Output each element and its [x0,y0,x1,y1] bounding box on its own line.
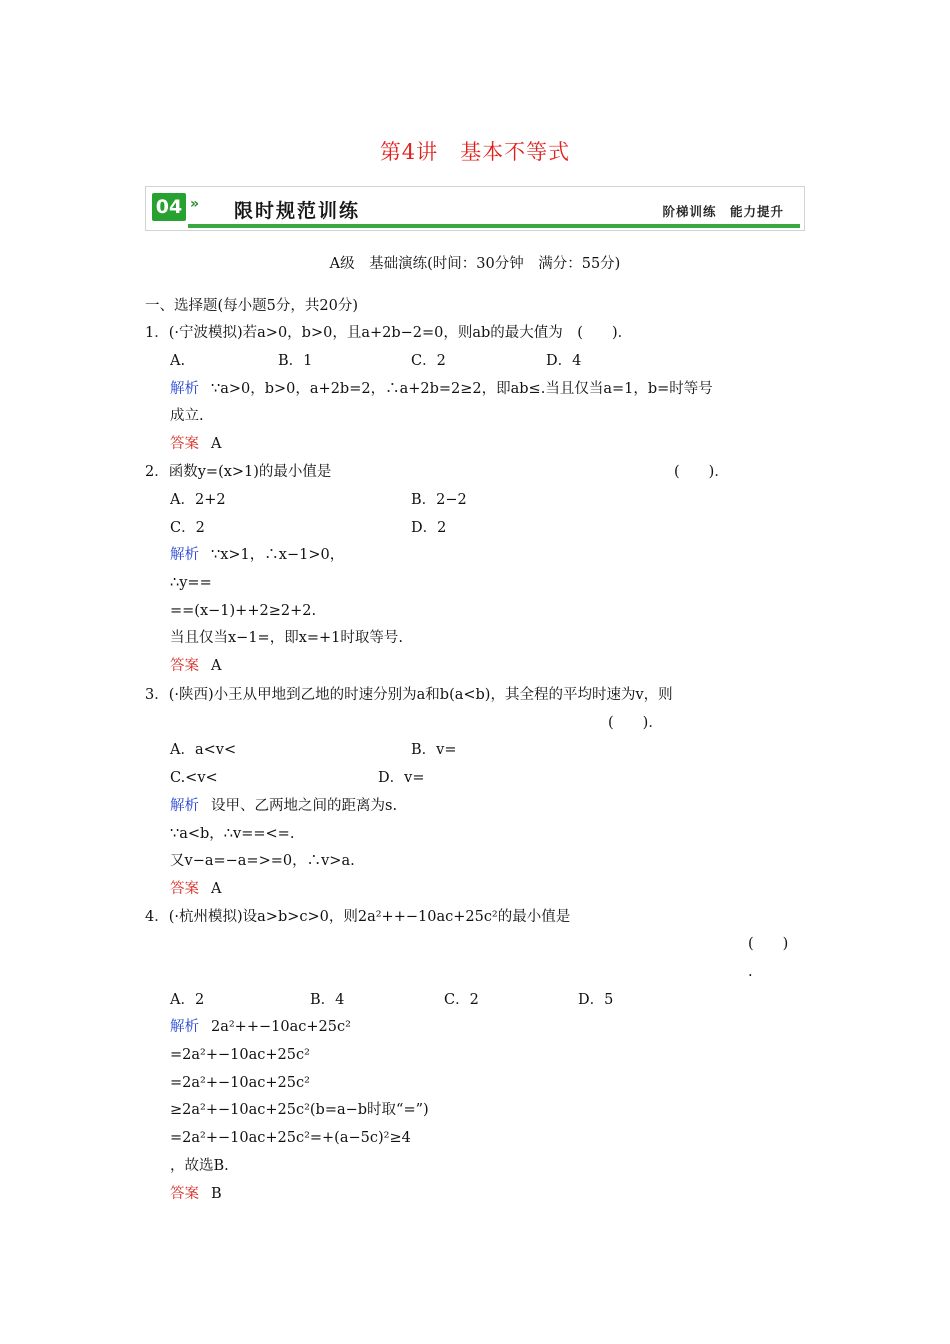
question-1-option-b: B．1 [278,353,313,369]
question-2-solution-line-4: 当且仅当x−1=，即x=+1时取等号. [170,630,404,646]
question-4-solution-line-3: =2a²+−10ac+25c² [170,1075,310,1091]
question-3-option-b: B．v= [411,742,457,758]
question-1-solution-line-1: ∵a>0，b>0，a+2b=2，∴a+2b=2≥2，即ab≤.当且仅当a=1，b=时等号 [211,381,713,397]
question-1-solution [170,379,713,399]
question-2-paren: ( )． [674,464,729,480]
question-4-option-c: C．2 [444,992,479,1008]
question-1-solution-line-2: 成立. [170,408,204,424]
question-2-solution-line-3: ==(x−1)++2≥2+2. [170,603,317,619]
question-1-option-a: A. [170,353,186,369]
solution-label: 解析 [170,381,199,397]
question-4-solution [170,1017,351,1037]
solution-label: 解析 [170,1019,199,1035]
question-3-answer-value: A [211,881,222,897]
banner-badge: 04 [152,193,186,221]
question-2-solution [170,545,344,565]
question-2-answer [170,656,221,676]
question-3-answer [170,879,221,899]
answer-label: 答案 [170,1186,199,1202]
answer-label: 答案 [170,436,199,452]
banner-title: 限时规范训练 [234,200,361,222]
question-2-option-a: A．2+2 [170,492,226,508]
question-3-solution-line-2: ∵a<b，∴v==<=. [170,826,295,842]
question-1-answer [170,434,221,454]
level-line: A级 基础演练(时间：30分钟 满分：55分) [329,256,621,272]
question-3-option-a: A．a<v< [170,742,237,758]
question-4-paren: ( ) [748,936,789,952]
question-3-option-d: D．v= [378,770,425,786]
solution-label: 解析 [170,798,199,814]
section-heading: 一、选择题(每小题5分，共20分) [145,298,358,314]
question-2-answer-value: A [211,658,222,674]
question-4-option-b: B．4 [310,992,345,1008]
question-4-solution-line-5: =2a²+−10ac+25c²=+(a−5c)²≥4 [170,1130,411,1146]
question-3-solution-line-1: 设甲、乙两地之间的距离为s. [211,798,398,814]
question-3-paren: ( )． [608,715,663,731]
page-title: 第4讲 基本不等式 [379,140,571,164]
question-2-option-c: C．2 [170,520,205,536]
question-3-solution-line-3: 又v−a=−a=>=0，∴v>a. [170,853,355,869]
question-1-option-d: D．4 [546,353,582,369]
question-4-answer-value: B [211,1186,222,1202]
question-1-stem: 1．(·宁波模拟)若a>0，b>0，且a+2b−2=0，则ab的最大值为 ( )． [145,325,633,341]
question-3-solution [170,796,397,816]
question-4-dot: . [748,964,753,980]
question-2-option-b: B．2−2 [411,492,467,508]
chevron-right-icon: » [190,196,200,212]
question-4-answer [170,1184,222,1204]
question-4-solution-line-2: =2a²+−10ac+25c² [170,1047,310,1063]
question-3-option-c: C.<v< [170,770,218,786]
banner-underline [188,224,800,228]
question-4-solution-line-6: ，故选B. [170,1158,229,1174]
question-2-solution-line-2: ∴y== [170,575,212,591]
section-banner [145,186,805,231]
banner-subtitle: 阶梯训练 能力提升 [662,204,784,219]
solution-label: 解析 [170,547,199,563]
answer-label: 答案 [170,881,199,897]
question-4-solution-line-1: 2a²++−10ac+25c² [211,1019,351,1035]
question-1-option-c: C．2 [411,353,446,369]
question-2-solution-line-1: ∵x>1，∴x−1>0， [211,547,345,563]
question-3-stem: 3．(·陕西)小王从甲地到乙地的时速分别为a和b(a<b)，其全程的平均时速为v，则 [145,687,673,703]
question-4-stem: 4．(·杭州模拟)设a>b>c>0，则2a²++−10ac+25c²的最小值是 [145,909,571,925]
question-4-option-a: A．2 [170,992,205,1008]
question-2-stem: 2．函数y=(x>1)的最小值是 [145,464,332,480]
question-4-option-d: D．5 [578,992,614,1008]
answer-label: 答案 [170,658,199,674]
question-1-answer-value: A [211,436,222,452]
question-4-solution-line-4: ≥2a²+−10ac+25c²(b=a−b时取“=”) [170,1102,429,1118]
question-2-option-d: D．2 [411,520,447,536]
